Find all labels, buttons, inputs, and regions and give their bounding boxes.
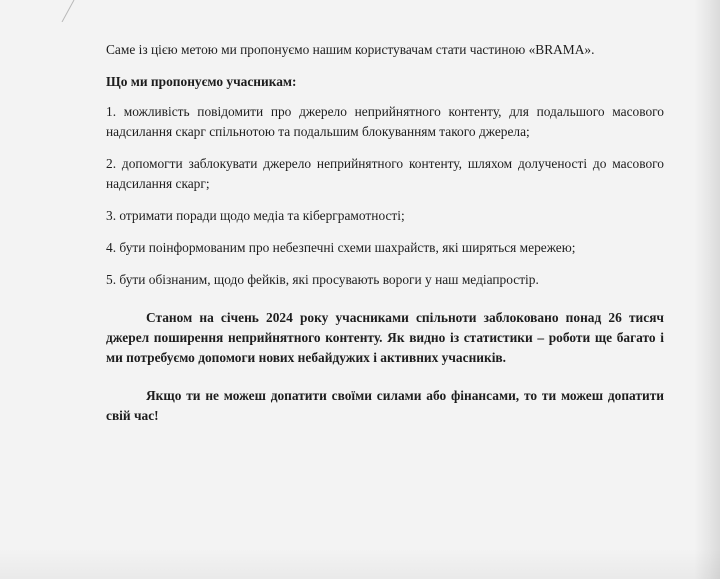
offer-item-2: 2. допомогти заблокувати джерело неприйнятного контенту, шляхом долученості до масового надсилання скарг; [106, 156, 664, 191]
page-edge-shadow [694, 0, 720, 579]
offer-item-3: 3. отримати поради щодо медіа та кібергрaмотності; [106, 208, 405, 223]
document-body [106, 40, 664, 426]
stats-paragraph: Станом на січень 2024 року учасниками спільноти заблоковано понад 26 тисяч джерел поширення неприйнятного контенту. Як видно із статистики – роботи ще багато і ми потребуємо допомоги нових небайдужих і активних учасників. [106, 310, 664, 365]
page-corner-mark [60, 0, 80, 22]
offer-item-5: 5. бути обізнаним, щодо фейків, які просувають вороги у наш медіапростір. [106, 272, 539, 287]
offer-item-4: 4. бути поінформованим про небезпечні схеми шахрайств, які ширяться мережею; [106, 240, 576, 255]
closing-paragraph: Якщо ти не можеш допатити своїми силами або фінансами, то ти можеш допатити свій час! [106, 388, 664, 423]
offer-heading: Що ми пропонуємо учасникам: [106, 74, 297, 89]
page-bottom-shadow [0, 549, 720, 579]
intro-paragraph: Саме із цією метою ми пропонуємо нашим користувачам стати частиною «BRAMA». [106, 42, 595, 57]
offer-item-1: 1. можливість повідомити про джерело неприйнятного контенту, для подальшого масового надсилання скарг спільнотою та подальшим блокуванням такого джерела; [106, 104, 664, 139]
